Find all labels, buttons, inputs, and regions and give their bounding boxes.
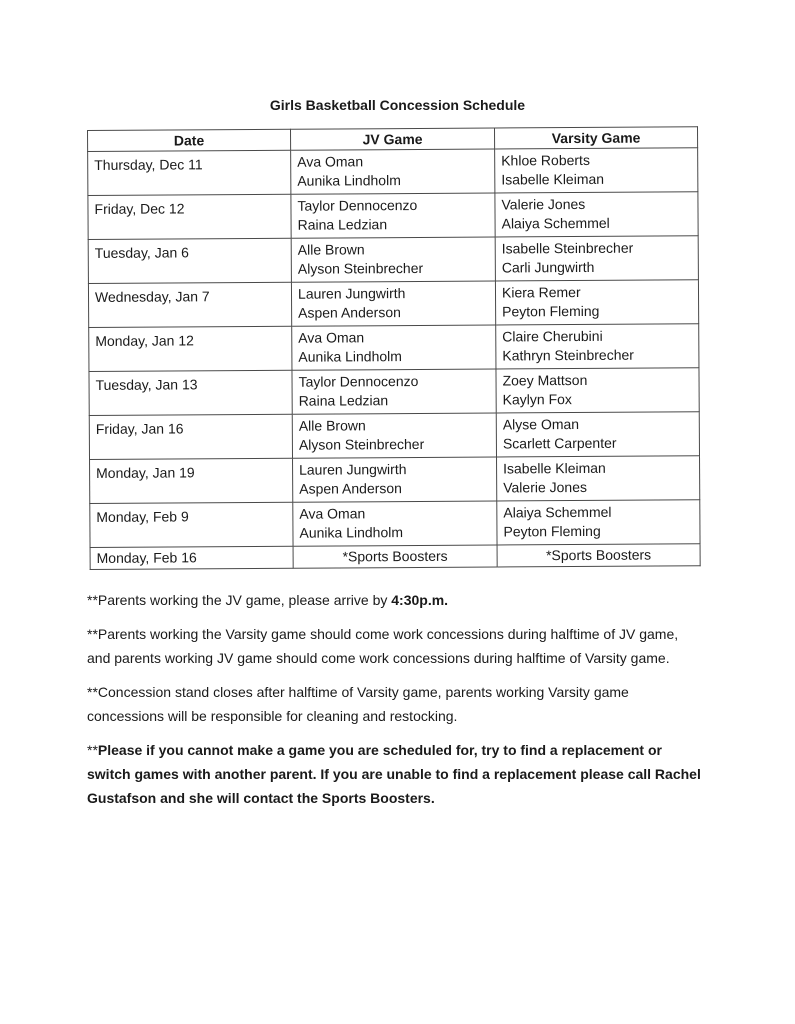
jv-cell (291, 237, 495, 282)
jv-worker: Lauren Jungwirth (299, 461, 407, 478)
jv-cell (292, 369, 496, 414)
varsity-cell (496, 412, 699, 457)
table-row (90, 500, 700, 548)
varsity-cell (497, 456, 700, 501)
notes-section (87, 588, 702, 820)
note-jv-arrival-text: **Parents working the JV game, please arrive by (87, 592, 392, 608)
date-cell: Friday, Dec 12 (88, 194, 291, 239)
jv-worker: Ava Oman (297, 153, 364, 170)
varsity-cell (495, 280, 698, 325)
jv-worker: Alyson Steinbrecher (298, 435, 425, 453)
jv-worker: Taylor Dennocenzo (297, 196, 418, 214)
table-header-row (88, 127, 698, 152)
header-jv-game: JV Game (290, 128, 494, 150)
table-row (88, 236, 698, 284)
date-cell: Monday, Feb 16 (90, 546, 293, 569)
jv-cell (291, 281, 495, 326)
jv-cell (293, 457, 497, 502)
varsity-worker: Isabelle Steinbrecher (501, 239, 634, 257)
jv-cell: *Sports Boosters (293, 545, 497, 568)
jv-worker: Raina Ledzian (297, 216, 388, 233)
jv-cell (292, 325, 496, 370)
note-replacement (87, 738, 702, 810)
jv-cell (292, 413, 496, 458)
varsity-cell (495, 192, 698, 237)
header-varsity-game: Varsity Game (494, 127, 697, 149)
jv-worker: Aspen Anderson (299, 480, 402, 497)
jv-worker: Raina Ledzian (298, 392, 389, 409)
varsity-worker: Scarlett Carpenter (502, 434, 617, 452)
varsity-worker: Claire Cherubini (502, 327, 603, 345)
note-replacement-prefix: ** (87, 742, 98, 758)
varsity-worker: Kiera Remer (501, 283, 581, 301)
schedule-table-container (87, 126, 700, 570)
jv-worker: Aunika Lindholm (298, 348, 402, 365)
varsity-worker: Alaiya Schemmel (503, 503, 612, 521)
jv-worker: Alle Brown (297, 241, 365, 258)
jv-worker: Alyson Steinbrecher (297, 259, 424, 277)
jv-cell (291, 149, 495, 194)
table-row-last (90, 544, 700, 570)
table-row (88, 192, 698, 240)
document-title: Girls Basketball Concession Schedule (269, 97, 526, 113)
date-cell: Friday, Jan 16 (89, 414, 292, 459)
table-row (88, 280, 698, 328)
table-row (88, 148, 698, 196)
date-cell: Tuesday, Jan 6 (88, 238, 291, 283)
varsity-cell (495, 236, 698, 281)
varsity-worker: Isabelle Kleiman (501, 170, 605, 188)
varsity-worker: Khloe Roberts (501, 151, 590, 169)
date-cell: Wednesday, Jan 7 (88, 282, 291, 327)
varsity-cell (497, 500, 700, 545)
date-cell: Monday, Jan 19 (90, 458, 293, 503)
varsity-worker: Kathryn Steinbrecher (502, 346, 634, 364)
note-halftime-swap: **Parents working the Varsity game should come work concessions during halftime of JV game, and parents working JV game should come work concessions during halftime of Varsity game. (87, 626, 679, 666)
date-cell: Monday, Jan 12 (89, 326, 292, 371)
varsity-cell (495, 148, 698, 193)
table-row (89, 368, 699, 416)
table-row (89, 324, 699, 372)
jv-worker: Aunika Lindholm (299, 524, 404, 541)
note-jv-arrival (87, 588, 702, 612)
varsity-worker: Valerie Jones (503, 478, 588, 496)
jv-worker: Aunika Lindholm (297, 172, 401, 189)
schedule-table (87, 126, 701, 570)
date-cell: Tuesday, Jan 13 (89, 370, 292, 415)
date-cell: Thursday, Dec 11 (88, 150, 291, 195)
note-stand-closing: **Concession stand closes after halftime of Varsity game, parents working Varsity game concessions will be responsible for cleaning and restocking. (87, 684, 629, 724)
varsity-worker: Valerie Jones (501, 195, 586, 213)
varsity-worker: Peyton Fleming (502, 302, 600, 320)
varsity-worker: Alyse Oman (502, 415, 580, 433)
jv-cell (291, 193, 495, 238)
jv-worker: Lauren Jungwirth (297, 285, 406, 302)
note-jv-arrival-time: 4:30p.m. (391, 592, 449, 608)
jv-worker: Ava Oman (299, 505, 366, 522)
jv-worker: Aspen Anderson (298, 304, 401, 321)
varsity-worker: Carli Jungwirth (501, 258, 595, 276)
header-date: Date (88, 129, 291, 151)
jv-worker: Alle Brown (298, 417, 366, 434)
varsity-worker: Kaylyn Fox (502, 391, 572, 408)
table-row (90, 456, 700, 504)
note-replacement-text: Please if you cannot make a game you are scheduled for, try to find a replacement or switch games with another parent. If you are unable to find a replacement please call Rachel Gustafson and she will contact the Sports Boosters. (87, 742, 701, 806)
table-row (89, 412, 699, 460)
varsity-worker: Peyton Fleming (503, 522, 601, 540)
varsity-worker: Zoey Mattson (502, 371, 588, 389)
varsity-worker: Isabelle Kleiman (503, 459, 606, 477)
varsity-cell (496, 324, 699, 369)
varsity-cell (496, 368, 699, 413)
jv-worker: Ava Oman (298, 329, 365, 346)
varsity-cell: *Sports Boosters (497, 544, 700, 567)
date-cell: Monday, Feb 9 (90, 502, 293, 547)
varsity-worker: Alaiya Schemmel (501, 214, 610, 232)
jv-cell (293, 501, 497, 546)
jv-worker: Taylor Dennocenzo (298, 372, 419, 390)
